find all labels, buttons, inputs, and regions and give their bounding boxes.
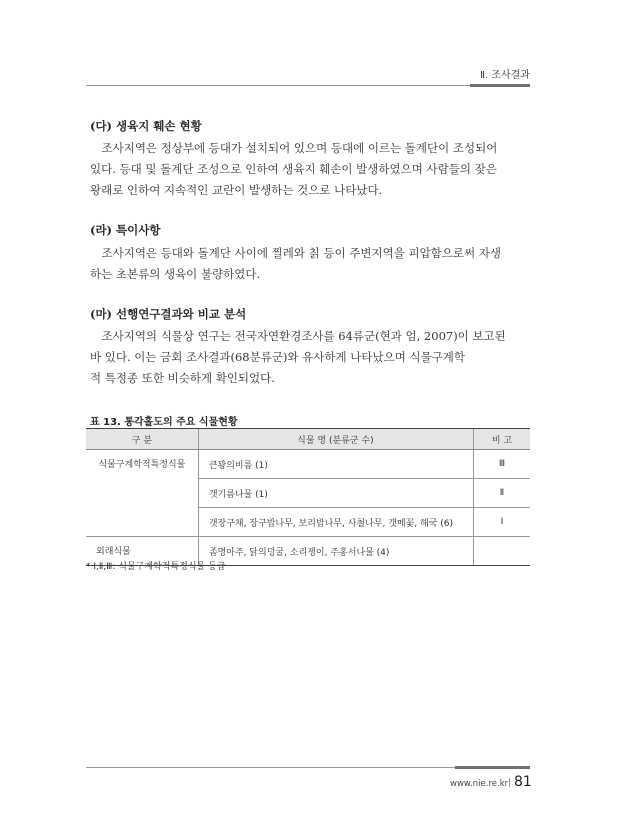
section-title-special-notes: (라) 특이사항: [90, 223, 161, 237]
table-row: [86, 450, 530, 479]
plant-name-cell: 좀명아주, 닭의덩굴, 소리쟁이, 주홍서나물 (4): [198, 537, 473, 566]
plant-name-cell: 큰꽝의비름 (1): [198, 450, 473, 479]
plant-name-cell: 갯장구채, 장구밥나무, 보리밥나무, 사철나무, 갯메꽃, 해국 (6): [198, 508, 473, 537]
category-cell: 외래식물: [86, 537, 198, 566]
footer-separator: |: [508, 778, 512, 788]
text-line: 있다. 등대 및 돌계단 조성으로 인하여 생육지 훼손이 발생하였으며 사람들의 잦은: [90, 162, 497, 176]
note-cell: Ⅱ: [474, 479, 530, 508]
plant-status-table: [86, 428, 530, 566]
section-title-prior-research: (마) 선행연구결과와 비교 분석: [90, 307, 247, 321]
note-cell: Ⅲ: [474, 450, 530, 479]
table-header-row: [86, 429, 530, 450]
header-rule: [86, 85, 530, 86]
section-title-habitat-damage: (다) 생육지 훼손 현황: [90, 119, 202, 133]
text-line: 하는 초본류의 생육이 불량하였다.: [90, 267, 261, 281]
paragraph-special-notes: [90, 243, 530, 285]
header-accent-bar: [470, 84, 530, 87]
plant-name-cell: 갯기름나물 (1): [198, 479, 473, 508]
header-plant-name: 식물 명 (분류군 수): [198, 429, 473, 450]
header-note: 비 고: [474, 429, 530, 450]
text-line: 조사지역의 식물상 연구는 전국자연환경조사를 64류군(현과 엄, 2007)이 보고된: [101, 329, 506, 343]
note-cell: [474, 537, 530, 566]
text-line: 조사지역은 등대와 돌계단 사이에 찔레와 칡 등이 주변지역을 피압함으로써 자생: [101, 246, 501, 260]
text-line: 적 특정종 또한 비슷하게 확인되었다.: [90, 371, 275, 385]
footer-url: www.nie.re.kr: [450, 779, 509, 789]
text-line: 바 있다. 이는 금회 조사결과(68분류군)와 유사하게 나타났으며 식물구계학: [90, 350, 466, 364]
category-cell: 식물구계학적특정식물: [86, 450, 198, 537]
text-line: 조사지역은 정상부에 등대가 설치되어 있으며 등대에 이르는 돌계단이 조성되어: [101, 141, 498, 155]
header-category: 구 분: [86, 429, 198, 450]
text-line: 왕래로 인하여 지속적인 교란이 발생하는 것으로 나타났다.: [90, 183, 383, 197]
chapter-header: Ⅱ. 조사결과: [480, 70, 530, 81]
note-cell: Ⅰ: [474, 508, 530, 537]
paragraph-habitat-damage: [90, 138, 530, 201]
footer-accent-bar: [455, 766, 530, 769]
table-caption: 표 13. 통각홀도의 주요 식물현황: [90, 417, 238, 428]
page-number: 81: [514, 774, 532, 790]
table-footnote: * Ⅰ,Ⅱ,Ⅲ: 식물구계학적특정식물 등급: [86, 562, 226, 572]
paragraph-prior-research: [90, 326, 530, 389]
